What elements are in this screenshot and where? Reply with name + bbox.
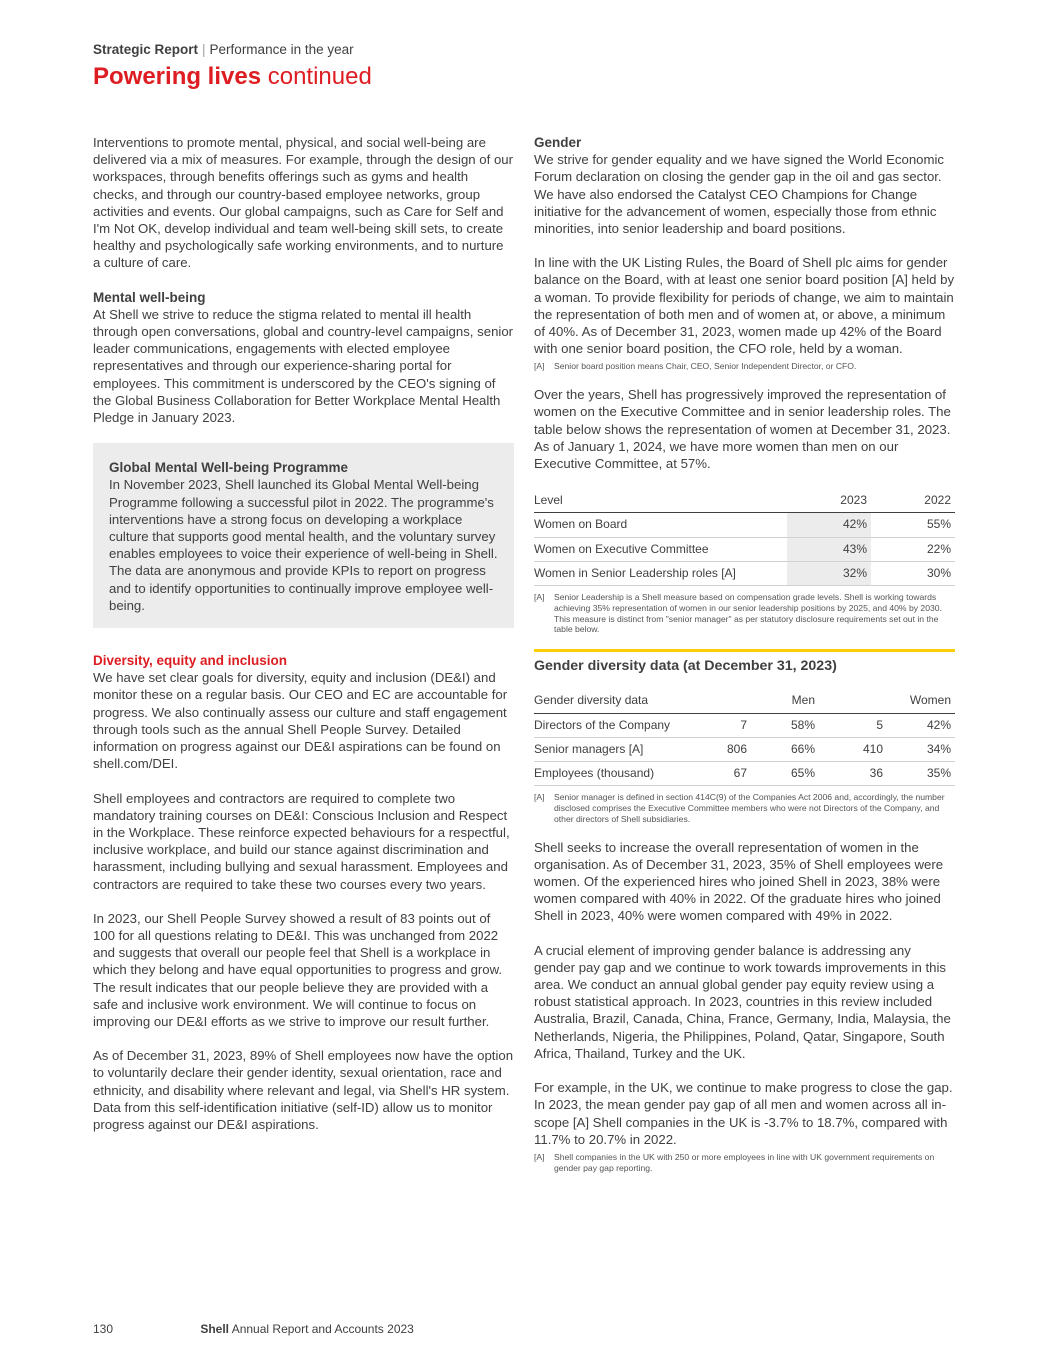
page-header: [93, 42, 372, 91]
table-cell: Women on Board: [534, 513, 787, 537]
table-header-cell: 2023: [787, 489, 871, 513]
table-cell: 42%: [887, 713, 955, 737]
gender-heading: Gender: [534, 135, 582, 150]
table-header-cell: 2022: [871, 489, 955, 513]
programme-heading: Global Mental Well-being Programme: [109, 460, 349, 476]
page-footer: [93, 1322, 414, 1336]
table-header-row: [534, 689, 955, 713]
table-row: [534, 737, 955, 761]
table-header-row: [534, 489, 955, 513]
footnote-senior-manager: [534, 792, 955, 824]
table-cell: 55%: [871, 513, 955, 537]
table-cell: 7: [703, 713, 751, 737]
programme-paragraph: In November 2023, Shell launched its Global Mental Well-being Programme following a successful pilot in 2022. The programme's interventions have a strong focus on developing a workplace culture that supports good mental health, and the voluntary survey enables employees to voice their experience of well-being in Shell. The data are anonymous and provide KPIs to report on progress and to identify opportunities to continually improve employee well-being.: [109, 477, 498, 613]
table-cell: 34%: [887, 737, 955, 761]
table-cell: 5: [819, 713, 887, 737]
table-row: [534, 537, 955, 561]
page-number: 130: [93, 1322, 114, 1336]
footer-report-title: Annual Report and Accounts 2023: [231, 1322, 414, 1336]
footnote-text: Senior manager is defined in section 414C(9) of the Companies Act 2006 and, accordingly, the number disclosed comprises the Executive Committee members who were not Directors of the Company, and other directors of Shell subsidiaries.: [554, 792, 945, 824]
left-column: [93, 134, 514, 1150]
breadcrumb: [93, 42, 372, 57]
table-cell: Women in Senior Leadership roles [A]: [534, 561, 787, 585]
table-cell: Directors of the Company: [534, 713, 703, 737]
women-representation-table: [534, 489, 955, 586]
gender-paragraph-4: Shell seeks to increase the overall representation of women in the organisation. As of December 31, 2023, 35% of Shell employees were women. Of the experienced hires who joined Shell in 2023, 38% were women compared with 40% in 2022. Of the graduate hires who joined Shell in 2023, 40% were women compared with 49% in 2022.: [534, 839, 944, 924]
footnote-text: Senior Leadership is a Shell measure based on compensation grade levels. Shell is working towards achieving 35% representation of women in our senior leadership positions by 2025, and 40% by 2030. This measure is distinct from "senior manager" as per statutory disclosure requirements set out in the table below.: [554, 592, 942, 635]
breadcrumb-section: Strategic Report: [93, 42, 199, 57]
footnote-uk-companies: [534, 1152, 955, 1174]
page-title-continued: continued: [267, 63, 372, 90]
footnote-board-position: [534, 361, 955, 372]
table-header-cell: Men: [703, 689, 819, 713]
footnote-text: Shell companies in the UK with 250 or more employees in line with UK government requirements on gender pay gap reporting.: [554, 1151, 935, 1173]
table-row: [534, 762, 955, 786]
footnote-marker: [A]: [534, 592, 545, 603]
gender-diversity-table: [534, 689, 955, 786]
table-cell: 30%: [871, 561, 955, 585]
gender-paragraph-2: In line with the UK Listing Rules, the Board of Shell plc aims for gender balance on the Board, with at least one senior board position [A] held by a woman. To provide flexibility for periods of change, we aim to maintain the representation of both men and of women at, or above, a minimum of 40%. As of December 31, 2023, women made up 42% of the Board with one senior board position, the CFO role, held by a woman.: [534, 255, 955, 357]
footnote-text: Senior board position means Chair, CEO, Senior Independent Director, or CFO.: [554, 361, 857, 372]
table-cell: 32%: [787, 561, 871, 585]
table-row: [534, 513, 955, 537]
table-cell: Senior managers [A]: [534, 737, 703, 761]
gender-paragraph-1: We strive for gender equality and we have signed the World Economic Forum declaration on closing the gender gap in the oil and gas sector. We have also endorsed the Catalyst CEO Champions for Change initiative for the advancement of women, especially those from ethnic minorities, into senior leadership and board positions.: [534, 152, 945, 237]
footnote-marker: [A]: [534, 1151, 545, 1162]
footnote-marker: [A]: [534, 792, 545, 803]
mental-wellbeing-heading: Mental well-being: [93, 289, 206, 305]
table-cell: 35%: [887, 762, 955, 786]
mental-wellbeing-paragraph: At Shell we strive to reduce the stigma related to mental ill health through open conversations, global and country-level campaigns, senior leader communications, engagements with elected employee representatives and through our experience-sharing portal for employees. This commitment is underscored by the CEO's signing of the Global Business Collaboration for Better Workplace Mental Health Pledge in January 2023.: [93, 306, 514, 426]
table-cell: Women on Executive Committee: [534, 537, 787, 561]
gender-paragraph-5: A crucial element of improving gender balance is addressing any gender pay gap and we continue to work towards improvements in this area. We conduct an annual global gender pay equity review using a robust statistical approach. In 2023, countries in this review included Australia, Brazil, Canada, China, France, Germany, India, Malaysia, the Netherlands, Nigeria, the Philippines, Poland, Qatar, Singapore, South Africa, Thailand, Turkey and the UK.: [534, 942, 951, 1061]
dei-heading: Diversity, equity and inclusion: [93, 653, 288, 669]
gender-paragraph-6: For example, in the UK, we continue to make progress to close the gap. In 2023, the mean gender pay gap of all men and women across all in-scope [A] Shell companies in the UK is -3.7% to 18.7%, compared with 11.7% to 20.7% in 2022.: [534, 1080, 953, 1147]
footer-brand: Shell: [200, 1322, 230, 1336]
intro-paragraph: Interventions to promote mental, physical, and social well-being are delivered via a mix of measures. For example, through the design of our workspaces, through benefits offerings such as gyms and health checks, and through our country-based employee networks, group activities and events. Our global campaigns, such as Care for Self and I'm Not OK, develop individual and team well-being skill sets, to create healthy and psychologically safe working environments, and to nurture a culture of care.: [93, 135, 514, 271]
programme-panel: [93, 443, 514, 628]
table-row: [534, 713, 955, 737]
table-cell: 67: [703, 762, 751, 786]
dei-paragraph-1: We have set clear goals for diversity, equity and inclusion (DE&I) and monitor these on a regular basis. Our CEO and EC are accountable for progress. We also continually assess our culture and staff engagement through tools such as the annual Shell People Survey. Detailed information on progress against our DE&I aspirations can be found on shell.com/DEI.: [93, 670, 508, 772]
yellow-divider: [534, 649, 955, 652]
table-cell: 36: [819, 762, 887, 786]
table-header-cell: Women: [819, 689, 955, 713]
table-cell: 43%: [787, 537, 871, 561]
dei-paragraph-4: As of December 31, 2023, 89% of Shell employees now have the option to voluntarily declare their gender identity, sexual orientation, race and ethnicity, and disability where relevant and legal, via Shell's HR system. Data from this self-identification initiative (self-ID) allow us to monitor progress against our DE&I aspirations.: [93, 1048, 514, 1132]
table-row: [534, 561, 955, 585]
page-title-main: Powering lives: [93, 63, 262, 90]
table-cell: 410: [819, 737, 887, 761]
breadcrumb-separator: |: [202, 42, 206, 57]
gender-diversity-title: Gender diversity data (at December 31, 2023): [534, 658, 837, 675]
table-cell: 806: [703, 737, 751, 761]
table-cell: Employees (thousand): [534, 762, 703, 786]
table-cell: 42%: [787, 513, 871, 537]
table-header-cell: Gender diversity data: [534, 689, 703, 713]
table-cell: 22%: [871, 537, 955, 561]
dei-paragraph-3: In 2023, our Shell People Survey showed a result of 83 points out of 100 for all questions relating to DE&I. This was unchanged from 2022 and suggests that overall our people feel that Shell is a workplace in which they belong and have equal opportunities to progress and grow. The result indicates that our people believe they are provided with a safe and inclusive work environment. We will continue to focus on improving our DE&I efforts as we strive to improve our result further.: [93, 910, 503, 1029]
breadcrumb-subsection: Performance in the year: [209, 42, 354, 57]
right-column: [534, 134, 955, 1188]
page-title: [93, 63, 372, 91]
gender-paragraph-3: Over the years, Shell has progressively improved the representation of women on the Executive Committee and in senior leadership roles. The table below shows the representation of women at December 31, 2023. As of January 1, 2024, we have more women than men on our Executive Committee, at 57%.: [534, 387, 951, 472]
table-header-cell: Level: [534, 489, 787, 513]
footnote-senior-leadership: [534, 592, 955, 635]
table-cell: 65%: [751, 762, 819, 786]
table-cell: 66%: [751, 737, 819, 761]
dei-paragraph-2: Shell employees and contractors are required to complete two mandatory training courses on DE&I: Conscious Inclusion and Respect in the Workplace. These reinforce expected behaviours for a respectful, inclusive workplace, and build our stance against discrimination and harassment, including bullying and sexual harassment. Employees and contractors are required to take these two courses every two years.: [93, 790, 510, 892]
footnote-marker: [A]: [534, 361, 545, 372]
table-cell: 58%: [751, 713, 819, 737]
